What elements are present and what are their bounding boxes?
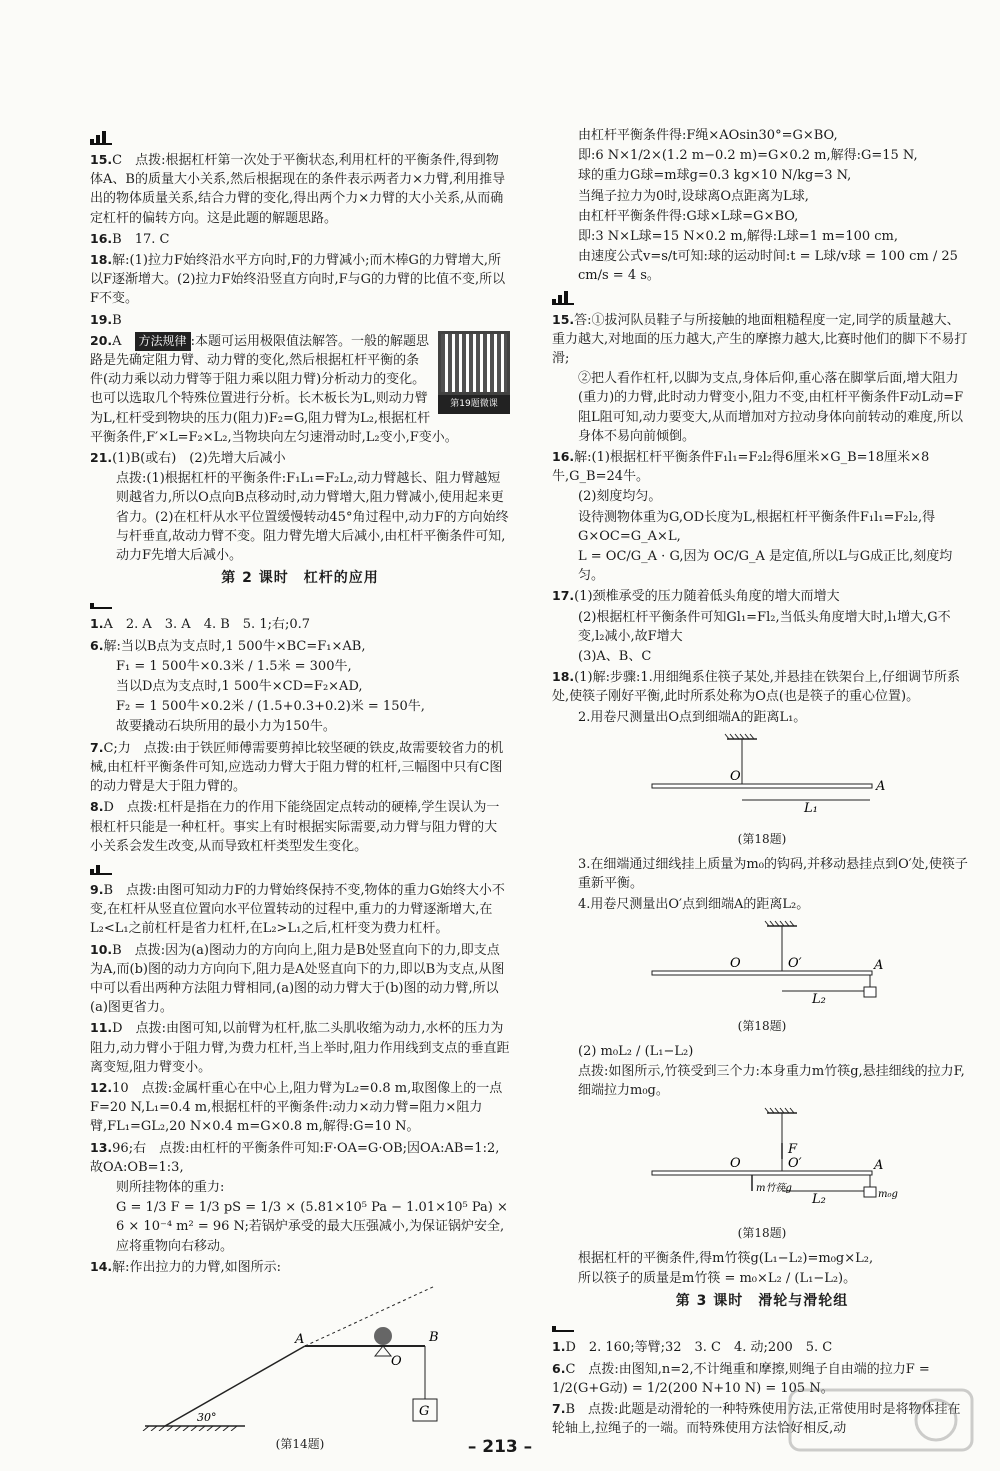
answer-paragraph [552, 1269, 972, 1288]
question-number: 9. [90, 881, 104, 897]
fig18a-diagram [612, 731, 912, 826]
answer-text: 2.用卷尺测量出O点到细端A的距离L₁。 [578, 709, 807, 725]
answer-paragraph [90, 717, 510, 736]
answer-paragraph [90, 1198, 510, 1256]
question-number: 15. [90, 152, 113, 167]
difficulty-level-icon [90, 128, 510, 148]
answer-paragraph [552, 1062, 972, 1100]
answer-paragraph [552, 369, 972, 446]
answer-letter: A [112, 333, 135, 349]
answer-text: 解:当以B点为支点时,1 500牛×BC=F₁×AB, [103, 638, 366, 654]
answer-text: 4.用卷尺测量出O′点到细端A的距离L₂。 [578, 896, 810, 912]
answer-text: 当以D点为支点时,1 500牛×CD=F₂×AD, [116, 679, 363, 695]
hook-weight-label: m₀g [878, 1188, 898, 1200]
length-label: L₂ [812, 991, 826, 1007]
end-a-label: A [874, 957, 884, 973]
question-number: 10. [90, 941, 113, 957]
answer-text: L = OC/G_A · G,因为 OC/G_A 是定值,所以L与G成正比,刻度均匀。 [578, 549, 953, 584]
question-number: 7. [552, 1400, 566, 1416]
answer-text: B [112, 312, 122, 328]
answer-paragraph [552, 1337, 972, 1357]
answer-paragraph [90, 940, 510, 1018]
answer-paragraph [90, 250, 510, 309]
figure-caption: (第18题) [737, 1225, 787, 1240]
answer-text: G = 1/3 F = 1/3 pS = 1/3 × (5.81×10⁵ Pa − 1.01×10⁵ Pa) × 6 × 10⁻⁴ m² = 96 N;若锅炉承受的最大压强减小,为保证锅炉安全,应将重物向右移动。 [116, 1200, 508, 1254]
answer-text: 即:3 N×L球=15 N×0.2 m,解得:L球=1 m=100 cm, [578, 229, 898, 245]
answer-paragraph [90, 150, 510, 228]
answer-text: 即:6 N×1/2×(1.2 m−0.2 m)=G×0.2 m,解得:G=15 N, [578, 148, 918, 164]
answer-text: 当绳子拉力为0时,设球离O点距离为L球, [578, 188, 809, 204]
length-label: L₂ [812, 1191, 826, 1207]
answer-paragraph [552, 895, 972, 914]
figure-caption: (第14题) [275, 1436, 325, 1451]
answer-text: B 点拨:由图可知动力F的力臂始终保持不变,物体的重力G始终大小不变,在杠杆从竖直位置向水平位置转动的过程中,重力的力臂逐渐增大,在L₂<L₁之前杠杆是省力杠杆,在L₂>L₁之后,杠杆变为费力杠杆。 [90, 882, 505, 937]
answer-text: B 点拨:此题是动滑轮的一种特殊使用方法,正常使用时是将物体挂在轮轴上,拉绳子的一端。而特殊使用方法恰好相反,动 [552, 1401, 961, 1437]
answer-paragraph [552, 207, 972, 226]
answer-paragraph [90, 880, 510, 939]
answer-paragraph [552, 547, 972, 585]
answer-text: 则所挂物体的重力: [116, 1179, 225, 1195]
answer-text: 3.在细端通过细线挂上质量为m₀的钩码,并移动悬挂点到O′处,使筷子重新平衡。 [578, 857, 968, 892]
lesson-heading: 第 3 课时 滑轮与滑轮组 [675, 1293, 849, 1310]
weight-g-label: G [419, 1403, 430, 1419]
pivot-o-label: O [391, 1353, 402, 1369]
pivot-o-label: O [730, 1155, 741, 1171]
force-f-label: F [788, 1141, 798, 1157]
answer-text: :本题可运用极限值法解答。一般的解题思路是先确定阻力臂、动力臂的变化,然后根据杠杆平衡的条件(动力乘以动力臂等于阻力乘以阻力臂)分析动力的变化。也可以选取几个特殊位置进行分析。长木板长为L,则动力臂为L,杠杆受到物块的压力(阻力)F₂=G,阻力臂为L₂,根据杠杆平衡条件,F′×L=F₂×L₂,当物块向左匀速滑动时,L₂变小,F变小。 [90, 333, 458, 445]
answer-paragraph [90, 614, 510, 634]
answer-paragraph [90, 1138, 510, 1177]
question-number: 14. [90, 1258, 113, 1274]
qr-code[interactable] [438, 331, 510, 414]
answer-text: 由杠杆平衡条件得:G球×L球=G×BO, [578, 208, 799, 224]
answer-paragraph [90, 697, 510, 716]
page-number: – 213 – [467, 1437, 533, 1457]
answer-text: C 点拨:由图知,n=2,不计绳重和摩擦,则绳子自由端的拉力F = 1/2(G+G动) = 1/2(200 N+10 N) = 105 N。 [552, 1361, 930, 1396]
question-number: 1. [552, 1339, 566, 1355]
answer-text: B 点拨:因为(a)图动力的方向向上,阻力是B处竖直向下的力,即支点为A,而(b)图的动力方向向下,阻力是A处竖直向下的力,即以B为支点,从图中可以看出两种方法阻力臂相同,(a)图的动力臂大于(b)图的动力臂,所以(a)图更省力。 [90, 942, 505, 1016]
pivot-o-label: O [730, 768, 741, 784]
answer-paragraph [552, 1042, 972, 1061]
answer-text: D 点拨:杠杆是指在力的作用下能绕固定点转动的硬棒,学生误认为一根杠杆只能是一种杠杆。事实上有时根据实际需要,动力臂与阻力臂的大小关系会发生改变,从而导致杠杆类型发生变化。 [90, 800, 500, 854]
answer-text: C 点拨:根据杠杆第一次处于平衡状态,利用杠杆的平衡条件,得到物体A、B的质量大小关系,然后根据现在的条件表示两者力×力臂,利用推导出的物体质量关系,结合力臂的变化,得出两个力×力臂的大小关系,从而确定杠杆的偏转方向。这是此题的解题思路。 [90, 153, 506, 226]
answer-paragraph [90, 469, 510, 565]
fig18b-diagram [612, 918, 912, 1013]
answer-paragraph [552, 447, 972, 486]
end-a-label: A [876, 778, 886, 794]
answer-paragraph [552, 247, 972, 285]
right-column [552, 126, 972, 1439]
answer-text: 设待测物体重为G,OD长度为L,根据杠杆平衡条件F₁l₁=F₂l₂,得G×OC=G_A×L, [578, 509, 936, 544]
difficulty-level-icon [552, 1315, 972, 1335]
answer-paragraph [552, 855, 972, 893]
question-number: 6. [90, 637, 104, 653]
answer-paragraph [90, 1178, 510, 1197]
answer-text: 由杠杆平衡条件得:F绳×AOsin30°=G×BO, [578, 128, 838, 143]
difficulty-level-icon [90, 858, 510, 878]
lesson-heading: 第 2 课时 杠杆的应用 [221, 570, 379, 587]
answer-text: (2)刻度均匀。 [578, 489, 662, 505]
figure-14-diagram [135, 1281, 465, 1431]
angle-label: 30° [197, 1410, 217, 1424]
question-number: 13. [90, 1139, 113, 1155]
answer-paragraph [90, 1018, 510, 1077]
answer-paragraph [90, 677, 510, 696]
method-tag: 方法规律 [135, 332, 191, 351]
question-number: 18. [552, 669, 575, 685]
answer-text: 根据杠杆的平衡条件,得m竹筷g(L₁−L₂)=m₀g×L₂, [578, 1250, 874, 1266]
answer-text: D 2. 160;等臂;32 3. C 4. 动;200 5. C [565, 1340, 833, 1356]
difficulty-level-icon [90, 592, 510, 612]
answer-paragraph [552, 487, 972, 506]
answer-paragraph [90, 1078, 510, 1137]
answer-paragraph [90, 448, 510, 468]
answer-text: 10 点拨:金属杆重心在中心上,阻力臂为L₂=0.8 m,取图像上的一点F=20 N,L₁=0.4 m,根据杠杆的平衡条件:动力×动力臂=阻力×阻力臂,FL₁=GL₂,20 N×0.4 m=G×0.8 m,解得:G=10 N。 [90, 1080, 503, 1135]
end-a-label: A [874, 1157, 884, 1173]
answer-text: A 2. A 3. A 4. B 5. 1;右;0.7 [103, 617, 311, 633]
chopstick-weight-label: m竹筷g [756, 1182, 792, 1194]
answer-paragraph [90, 331, 510, 447]
answer-paragraph [90, 310, 510, 330]
answer-paragraph [90, 797, 510, 856]
answer-text: B 17. C [112, 231, 170, 247]
answer-text: ②把人看作杠杆,以脚为支点,身体后仰,重心落在脚掌后面,增大阻力(重力)的力臂,此时动力臂变小,阻力不变,由杠杆平衡条件F动L动=F阻L阻可知,动力要变大,从而增加对方拉动身体向前转动的难度,所以身体不易向前倾倒。 [578, 371, 964, 444]
answer-text: F₁ = 1 500牛×0.3米 / 1.5米 = 300牛, [116, 658, 352, 674]
answer-text: (1)解:步骤:1.用细绳系住筷子某处,并悬挂在铁架台上,仔细调节所系处,使筷子刚好平衡,此时所系处称为O点(也是筷子的重心位置)。 [552, 670, 960, 705]
question-number: 20. [90, 332, 113, 348]
answer-paragraph [552, 187, 972, 206]
question-number: 15. [552, 311, 575, 327]
answer-text: 解:(1)根据杠杆平衡条件F₁l₁=F₂l₂得6厘米×G_B=18厘米×8牛,G_B=24牛。 [552, 450, 930, 485]
answer-text: (2) m₀L₂ / (L₁−L₂) [578, 1043, 694, 1059]
point-b-label: B [429, 1329, 439, 1345]
answer-text: 解:(1)拉力F始终沿水平方向时,F的力臂减小;而木棒G的力臂增大,所以F逐渐增大。(2)拉力F始终沿竖直方向时,F与G的力臂的比值不变,所以F不变。 [90, 253, 506, 307]
answer-text: (2)根据杠杆平衡条件可知Gl₁=Fl₂,当低头角度增大时,l₁增大,G不变,l₂减小,故F增大 [578, 609, 951, 644]
answer-paragraph [552, 708, 972, 727]
answer-paragraph [552, 667, 972, 706]
answer-paragraph [552, 1249, 972, 1268]
pivot-o-label: O [730, 955, 741, 971]
answer-paragraph [552, 586, 972, 606]
answer-paragraph [90, 657, 510, 676]
answer-paragraph [552, 310, 972, 369]
answer-paragraph [90, 738, 510, 797]
question-number: 21. [90, 450, 113, 466]
answer-text: C;力 点拨:由于铁匠师傅需要剪掉比较坚硬的铁皮,故需要较省力的机械,由杠杆平衡条件可知,应选动力臂大于阻力臂的杠杆,三幅图中只有C图的动力臂是大于阻力臂的。 [90, 740, 504, 795]
question-number: 16. [90, 230, 113, 246]
length-label: L₁ [804, 800, 818, 816]
question-number: 12. [90, 1079, 113, 1095]
question-number: 18. [90, 252, 113, 268]
figure-caption: (第18题) [737, 831, 787, 846]
answer-text: F₂ = 1 500牛×0.2米 / (1.5+0.3+0.2)米 = 150牛, [116, 699, 425, 715]
answer-text: 点拨:(1)根据杠杆的平衡条件:F₁L₁=F₂L₂,动力臂越长、阻力臂越短则越省力,所以O点向B点移动时,动力臂增大,阻力臂减小,使用起来更省力。(2)在杠杆从水平位置缓慢转动45°角过程中,动力F的方向始终与杆垂直,故动力臂不变。阻力臂先增大后减小,由杠杆平衡条件可知,动力F先增大后减小。 [116, 471, 509, 564]
question-number: 6. [552, 1360, 566, 1376]
left-column [90, 126, 510, 1460]
answer-text: 96;右 点拨:由杠杆的平衡条件可知:F·OA=G·OB;因OA:AB=1:2,故OA:OB=1:3, [90, 1140, 500, 1175]
answer-paragraph [90, 1257, 510, 1277]
answer-paragraph [552, 146, 972, 165]
answer-text: (1)颈椎承受的压力随着低头角度的增大而增大 [574, 589, 840, 605]
question-number: 8. [90, 799, 104, 815]
answer-text: 点拨:如图所示,竹筷受到三个力:本身重力m竹筷g,悬挂细线的拉力F,细端拉力m₀g。 [578, 1064, 965, 1099]
answer-text: 球的重力G球=m球g=0.3 kg×10 N/kg=3 N, [578, 168, 852, 184]
question-number: 7. [90, 739, 104, 755]
answer-paragraph [552, 608, 972, 646]
answer-paragraph [552, 647, 972, 666]
qr-caption: 第19题微课 [438, 395, 510, 414]
answer-text: 解:作出拉力的力臂,如图所示: [112, 1259, 282, 1275]
answer-text: (3)A、B、C [578, 649, 652, 665]
answer-paragraph [90, 636, 510, 656]
answer-paragraph [90, 229, 510, 249]
answer-paragraph [552, 508, 972, 546]
answer-paragraph [552, 227, 972, 246]
answer-paragraph [552, 126, 972, 145]
answer-text: 由速度公式v=s/t可知:球的运动时间:t = L球/v球 = 100 cm / 25 cm/s = 4 s。 [578, 249, 958, 284]
question-number: 1. [90, 616, 104, 632]
difficulty-level-icon [552, 288, 972, 308]
answer-text: D 点拨:由图可知,以前臂为杠杆,肱二头肌收缩为动力,水杯的压力为阻力,动力臂小于阻力臂,为费力杠杆,当上举时,阻力作用线到支点的垂直距离变短,阻力臂变小。 [90, 1021, 510, 1075]
point-a-label: A [295, 1331, 305, 1347]
answer-text: 答:①拔河队员鞋子与所接触的地面粗糙程度一定,同学的质量越大、重力越大,对地面的压力越大,产生的摩擦力越大,比赛时他们的脚下不易打滑; [552, 312, 968, 367]
figure-caption: (第18题) [737, 1018, 787, 1033]
watermark-logo [786, 1386, 976, 1454]
answer-paragraph [552, 166, 972, 185]
pivot-o-prime-label: O′ [788, 955, 802, 971]
pivot-o-prime-label: O′ [788, 1155, 802, 1171]
answer-text: (1)B(或右) (2)先增大后减小 [112, 451, 286, 467]
answer-text: 所以筷子的质量是m竹筷 = m₀×L₂ / (L₁−L₂)。 [578, 1270, 857, 1286]
question-number: 11. [90, 1020, 113, 1036]
question-number: 17. [552, 588, 575, 604]
question-number: 19. [90, 311, 113, 327]
answer-text: 故要撬动石块所用的最小力为150牛。 [116, 719, 336, 735]
fig18c-diagram [612, 1105, 912, 1220]
question-number: 16. [552, 449, 575, 465]
